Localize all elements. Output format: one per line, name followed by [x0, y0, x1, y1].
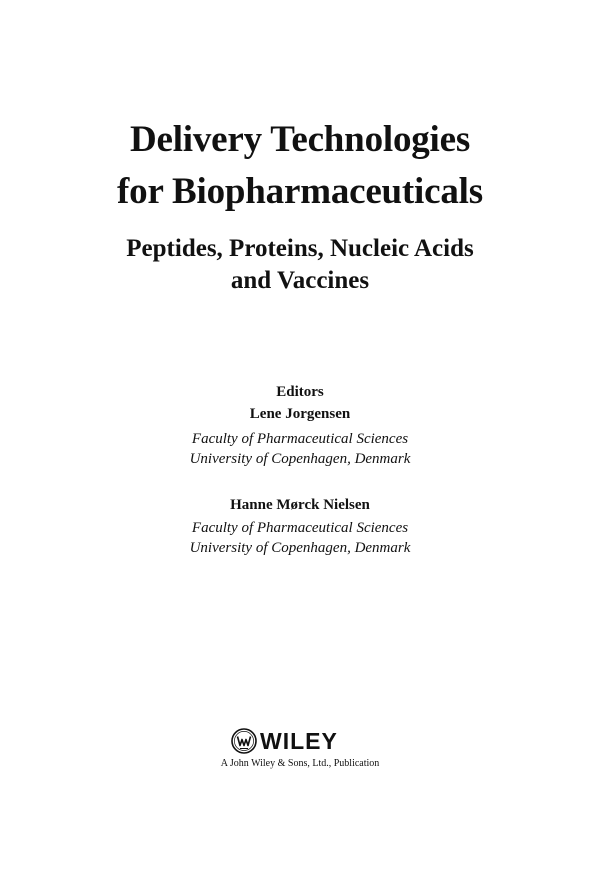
editor-affiliation-faculty: Faculty of Pharmaceutical Sciences	[191, 520, 409, 536]
publisher-logo	[231, 727, 338, 755]
book-subtitle-line-1: Peptides, Proteins, Nucleic Acids	[126, 235, 474, 262]
publisher-logo-text: WILEY	[260, 728, 338, 754]
publisher-line: A John Wiley & Sons, Ltd., Publication	[220, 758, 380, 769]
editors-heading: Editors	[276, 384, 324, 400]
wiley-seal-icon	[231, 728, 257, 754]
book-title-line-2: for Biopharmaceuticals	[117, 171, 483, 212]
editor-affiliation-university: University of Copenhagen, Denmark	[189, 540, 411, 556]
book-title-line-1: Delivery Technologies	[129, 119, 471, 160]
editor-affiliation-university: University of Copenhagen, Denmark	[189, 451, 411, 467]
editor-affiliation-faculty: Faculty of Pharmaceutical Sciences	[191, 431, 409, 447]
book-subtitle-line-2: and Vaccines	[230, 267, 370, 294]
editor-name: Lene Jorgensen	[249, 406, 351, 422]
editor-name: Hanne Mørck Nielsen	[230, 497, 370, 513]
